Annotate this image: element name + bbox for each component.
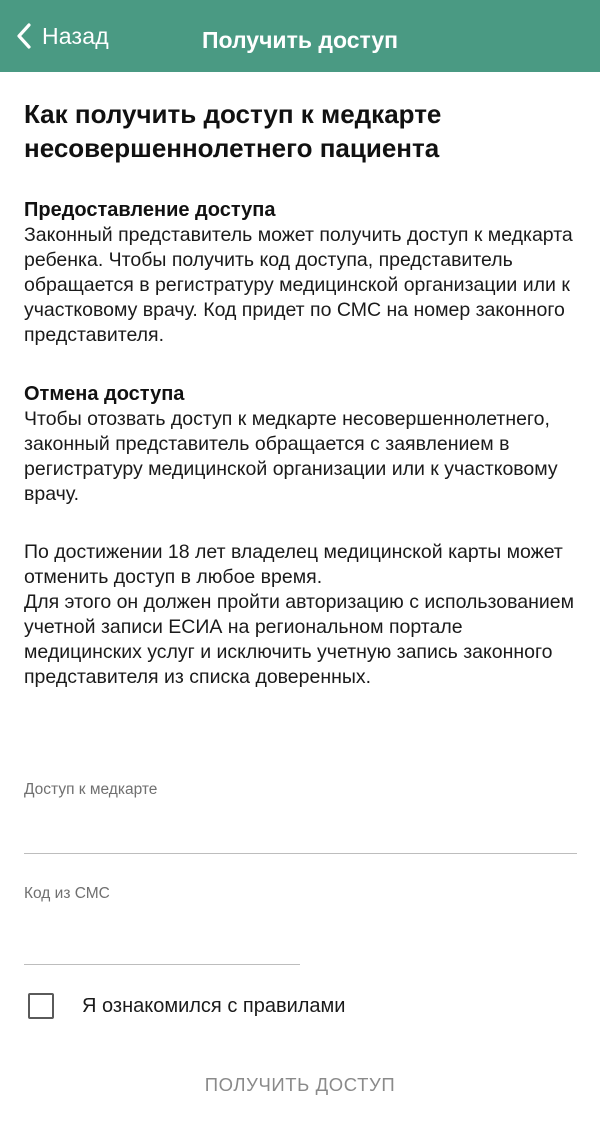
agree-checkbox[interactable] xyxy=(28,993,54,1019)
sms-code-field[interactable] xyxy=(24,928,300,965)
page-header-title: Получить доступ xyxy=(201,27,399,53)
app-header xyxy=(0,0,600,72)
access-field[interactable] xyxy=(24,817,577,854)
agree-checkbox-label: Я ознакомился с правилами xyxy=(82,994,346,1017)
section-text: Законный представитель может получить доступ к медкарта ребенка. Чтобы получить код доступа, представитель обращается в регистратуру медицинской организации или к участковому врачу. Код придет по СМС на номер законного представителя. xyxy=(24,224,573,346)
page-title: Как получить доступ к медкарте несовершеннолетнего пациента xyxy=(24,99,442,163)
section-heading: Отмена доступа xyxy=(24,383,185,405)
note-text: Для этого он должен пройти авторизацию с использованием учетной записи ЕСИА на региональном портале медицинских услуг и исключить учетную запись законного представителя из списка доверенных. xyxy=(24,591,574,688)
adult-note-section xyxy=(24,540,584,690)
section-text: Чтобы отозвать доступ к медкарте несовершеннолетнего, законный представитель обращается с заявлением в регистратуру медицинской организации или к участковому врачу. xyxy=(24,408,558,505)
revoke-access-section xyxy=(24,382,584,507)
grant-access-section xyxy=(24,198,584,348)
access-field-label: Доступ к медкарте xyxy=(24,781,158,798)
get-access-button[interactable]: ПОЛУЧИТЬ ДОСТУП xyxy=(150,1060,450,1110)
main-content xyxy=(24,97,584,690)
section-heading: Предоставление доступа xyxy=(24,199,276,221)
back-button[interactable] xyxy=(16,0,109,72)
chevron-left-icon xyxy=(16,23,32,49)
agree-checkbox-row[interactable] xyxy=(28,993,345,1019)
back-button-label: Назад xyxy=(42,22,109,49)
sms-code-label: Код из СМС xyxy=(24,885,110,902)
note-text: По достижении 18 лет владелец медицинской карты может отменить доступ в любое время. xyxy=(24,541,563,588)
